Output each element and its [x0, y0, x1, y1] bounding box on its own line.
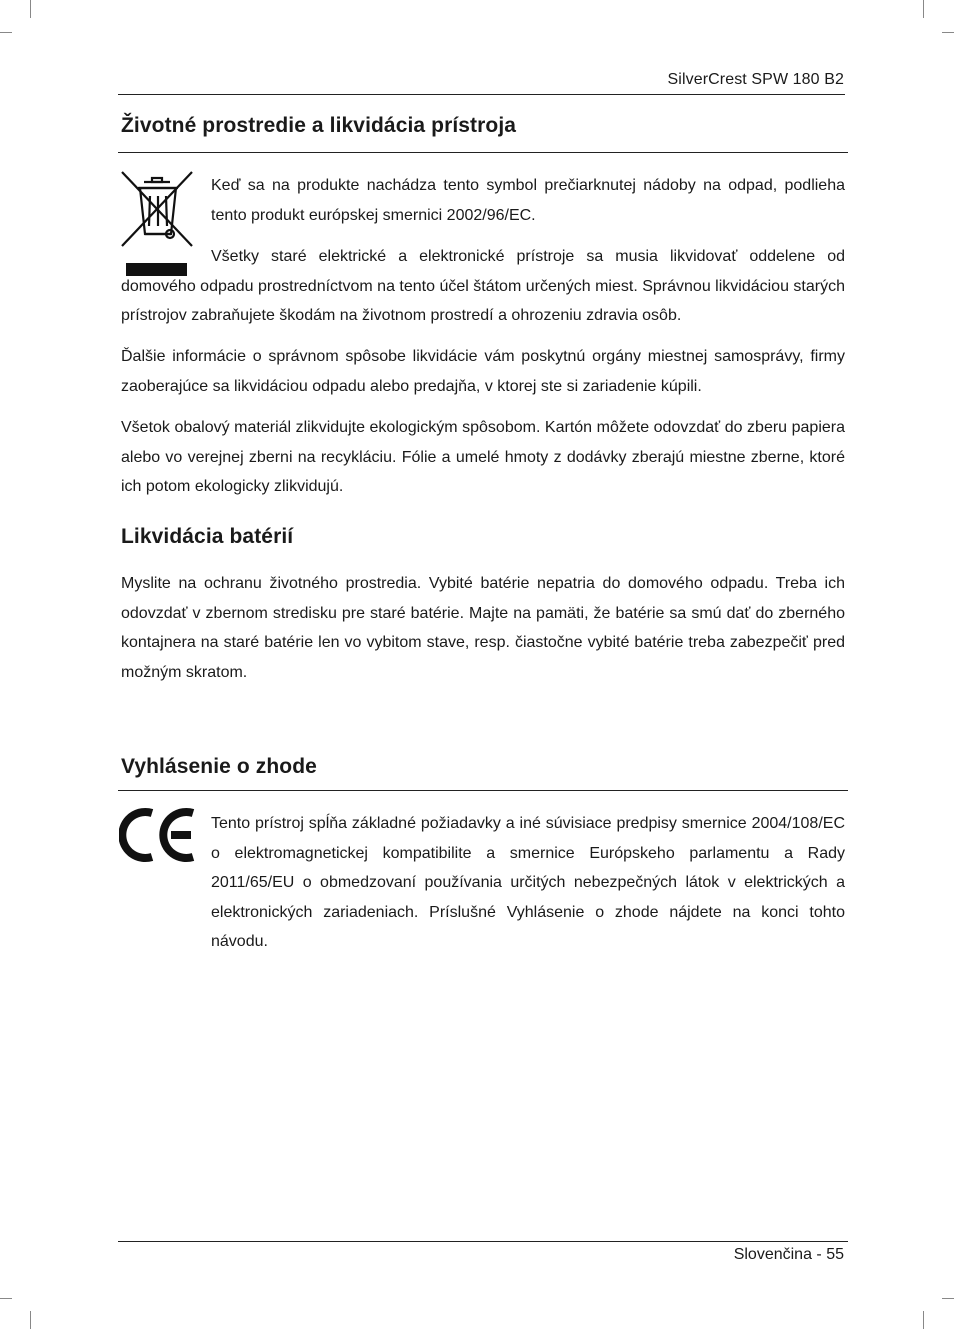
crop-mark — [942, 32, 954, 33]
section-title-batteries: Likvidácia batérií — [121, 525, 294, 548]
paragraph: Ďalšie informácie o správnom spôsobe likvidácie vám poskytnú orgány miestnej samosprávy, firmy zaoberajúce sa likvidáciou odpadu alebo predajňa, v ktorej ste si zariadenie kúpili. — [121, 348, 845, 395]
crop-mark — [923, 1311, 924, 1329]
paragraph: Keď sa na produkte nachádza tento symbol prečiarknutej nádoby na odpad, podlieha tento produkt európskej smernici 2002/96/EC. — [211, 177, 845, 224]
header-rule — [118, 94, 845, 95]
crop-mark — [30, 0, 31, 18]
ce-mark-icon — [119, 806, 197, 864]
crop-mark — [942, 1298, 954, 1299]
paragraph: Myslite na ochranu životného prostredia. Vybité batérie nepatria do domového odpadu. Treba ich odovzdať v zbernom stredisku pre staré batérie. Majte na pamäti, že batérie sa smú dať do zberného kontajnera na staré batérie len vo vybitom stave, resp. čiastočne vybité batérie treba zabezpečiť pred možným skratom. — [121, 575, 845, 681]
crop-mark — [0, 1298, 12, 1299]
page-number: 55 — [826, 1246, 844, 1263]
paragraph: Všetky staré elektrické a elektronické prístroje sa musia likvidovať oddelene od domového odpadu prostredníctvom na tento účel štátom určených miest. Správnou likvidáciou starých prístrojov zabraňujete škodám na životnom prostredí a ohrozeniu zdravia osôb. — [121, 248, 845, 324]
section-rule — [118, 152, 848, 153]
section-rule — [118, 790, 848, 791]
crop-mark — [0, 32, 12, 33]
footer-language: Slovenčina - — [733, 1246, 822, 1263]
paragraph: Všetok obalový materiál zlikvidujte ekologickým spôsobom. Kartón môžete odovzdať do zberu papiera alebo vo verejnej zberni na recykláciu. Fólie a umelé hmoty z dodávky zberajú miestne zberne, ktoré ich potom ekologicky zlikvidujú. — [121, 419, 845, 495]
page-footer — [734, 1246, 844, 1264]
section-title-conformity: Vyhlásenie o zhode — [121, 755, 317, 778]
section-title-environment: Životné prostredie a likvidácia prístroja — [121, 114, 517, 137]
footer-rule — [118, 1241, 848, 1242]
crop-mark — [923, 0, 924, 18]
paragraph: Tento prístroj spĺňa základné požiadavky a iné súvisiace predpisy smernice 2004/108/EC o elektromagnetickej kompatibilite a smernice Európskeho parlamentu a Rady 2011/65/EU o obmedzovaní používania určitých nebezpečných látok v elektrických a elektronických zariadeniach. Príslušné Vyhlásenie o zhode nájdete na konci tohto návodu. — [211, 815, 845, 950]
running-header: SilverCrest SPW 180 B2 — [667, 71, 844, 88]
crop-mark — [30, 1311, 31, 1329]
